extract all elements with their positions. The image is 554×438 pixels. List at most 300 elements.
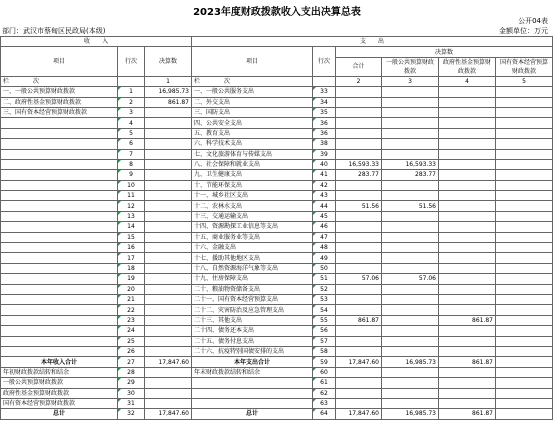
income-item [1,315,118,325]
expense-fund [439,139,496,149]
income-amount [145,222,192,232]
total-col-number: 2 [336,76,382,86]
expense-capital [496,159,553,169]
expense-general [382,211,439,221]
table-row [1,222,553,232]
expense-total [336,211,382,221]
expense-general [382,315,439,325]
income-amount-header: 决算数 [145,47,192,76]
expense-general [382,284,439,294]
expense-capital [496,232,553,242]
income-amount [145,211,192,221]
income-item [1,346,118,356]
income-amount: 16,985.73 [145,87,192,97]
expense-item: 十八、自然资源海洋气象等支出 [192,263,313,273]
expense-capital [496,284,553,294]
expense-capital [496,149,553,159]
expense-rowno: 59 [313,357,336,367]
expense-total [336,243,382,253]
expense-total [336,180,382,190]
expense-total: 51.56 [336,201,382,211]
income-amount [145,336,192,346]
income-item: 总计 [1,409,118,419]
expense-fund [439,191,496,201]
expense-capital [496,409,553,419]
expense-col-label: 栏 次 [192,76,313,86]
income-item: 三、国有资本经营预算财政拨款 [1,107,118,117]
income-amount [145,367,192,377]
sub2-col-number: 4 [439,76,496,86]
table-row [1,170,553,180]
table-row [1,294,553,304]
expense-fund [439,180,496,190]
expense-fund [439,294,496,304]
income-rowno: 32 [118,409,145,419]
income-item [1,326,118,336]
table-row [1,357,553,367]
expense-rowno: 60 [313,367,336,377]
income-amount [145,107,192,117]
income-item [1,294,118,304]
expense-item: 六、科学技术支出 [192,139,313,149]
income-item: 年初财政拨款结转和结余 [1,367,118,377]
expense-capital [496,378,553,388]
table-row [1,315,553,325]
income-item: 政府性基金预算财政拨款 [1,388,118,398]
expense-fund [439,274,496,284]
expense-fund [439,97,496,107]
expense-fund: 861.87 [439,315,496,325]
expense-total: 17,847.60 [336,357,382,367]
expense-general [382,367,439,377]
expense-total [336,367,382,377]
expense-capital [496,274,553,284]
expense-general [382,346,439,356]
income-amount [145,398,192,408]
income-amount [145,346,192,356]
expense-item: 本年支出合计 [192,357,313,367]
expense-general [382,87,439,97]
income-rowno: 1 [118,87,145,97]
income-rowno: 10 [118,180,145,190]
expense-capital [496,367,553,377]
expense-item: 二十四、债务还本支出 [192,326,313,336]
sub2-header: 政府性基金预算财政拨款 [439,57,496,76]
expense-rowno: 56 [313,326,336,336]
income-amount [145,284,192,294]
expense-rowno: 34 [313,97,336,107]
table-row [1,336,553,346]
expense-capital [496,305,553,315]
table-row [1,139,553,149]
expense-amount-header: 决算数 [336,47,553,57]
expense-fund [439,232,496,242]
income-rowno: 11 [118,191,145,201]
income-rowno: 28 [118,367,145,377]
expense-rowno: 35 [313,107,336,117]
income-rowno: 20 [118,284,145,294]
income-amount [145,170,192,180]
income-item: 国有资本经营预算财政拨款 [1,398,118,408]
income-amount [145,253,192,263]
expense-rowno: 36 [313,118,336,128]
expense-general [382,294,439,304]
expense-item: 二十一、国有资本经营预算支出 [192,294,313,304]
sub1-header: 一般公共预算财政拨款 [382,57,439,76]
expense-general [382,180,439,190]
expense-total [336,263,382,273]
income-amount [145,305,192,315]
income-item [1,263,118,273]
income-rowno: 25 [118,336,145,346]
income-item [1,139,118,149]
expense-item-header: 项目 [192,47,313,76]
report-title: 2023年度财政拨款收入支出决算总表 [193,7,361,18]
table-row [1,201,553,211]
income-rowno: 14 [118,222,145,232]
table-row [1,159,553,169]
expense-capital [496,201,553,211]
expense-general [382,222,439,232]
expense-rowno: 45 [313,211,336,221]
expense-capital [496,294,553,304]
income-rowno: 4 [118,118,145,128]
expense-total [336,87,382,97]
expense-header: 支 出 [192,37,553,47]
expense-capital [496,97,553,107]
expense-capital [496,170,553,180]
expense-item [192,398,313,408]
income-rowno: 21 [118,294,145,304]
income-rowno: 2 [118,97,145,107]
income-item [1,336,118,346]
table-row [1,97,553,107]
income-amount [145,128,192,138]
income-rowno: 23 [118,315,145,325]
expense-total [336,326,382,336]
income-amount [145,149,192,159]
expense-capital [496,263,553,273]
income-header: 收 入 [1,37,192,47]
expense-fund [439,367,496,377]
income-amount [145,315,192,325]
income-amount [145,191,192,201]
expense-fund [439,326,496,336]
expense-fund [439,118,496,128]
expense-general: 283.77 [382,170,439,180]
income-rowno: 12 [118,201,145,211]
expense-rowno: 62 [313,388,336,398]
table-row [1,149,553,159]
income-item [1,222,118,232]
expense-general [382,97,439,107]
expense-rowno: 64 [313,409,336,419]
table-row [1,118,553,128]
table-row [1,284,553,294]
expense-general [382,107,439,117]
expense-item: 二十三、其他支出 [192,315,313,325]
expense-item: 十四、资源勘探工业信息等支出 [192,222,313,232]
expense-general [382,243,439,253]
income-amount [145,180,192,190]
expense-item: 三、国防支出 [192,107,313,117]
expense-capital [496,107,553,117]
expense-general [382,191,439,201]
income-amount [145,388,192,398]
expense-fund [439,222,496,232]
income-item [1,180,118,190]
expense-capital [496,118,553,128]
expense-rowno: 61 [313,378,336,388]
expense-rowno: 58 [313,346,336,356]
sub3-header: 国有资本经营预算财政拨款 [496,57,553,76]
table-row [1,243,553,253]
expense-rowno: 44 [313,201,336,211]
expense-total [336,398,382,408]
header-row-2 [1,47,553,57]
table-row [1,409,553,419]
expense-item: 十三、交通运输支出 [192,211,313,221]
expense-item: 二、外交支出 [192,97,313,107]
expense-total [336,191,382,201]
expense-total [336,107,382,117]
income-rowno: 6 [118,139,145,149]
income-item: 一、一般公共预算财政拨款 [1,87,118,97]
expense-col-blank [313,76,336,86]
expense-capital [496,253,553,263]
expense-capital [496,222,553,232]
expense-rowno: 36 [313,128,336,138]
expense-fund [439,378,496,388]
expense-general [382,253,439,263]
expense-item: 二十六、抗疫特别国债安排的支出 [192,346,313,356]
income-rowno: 22 [118,305,145,315]
table-row [1,87,553,97]
sub1-col-number: 3 [382,76,439,86]
expense-fund [439,243,496,253]
expense-item: 二十五、债务付息支出 [192,336,313,346]
expense-total: 17,847.60 [336,409,382,419]
income-rowno: 5 [118,128,145,138]
form-number: 公开04表 [518,17,548,25]
expense-item: 十九、住房保障支出 [192,274,313,284]
income-amount [145,118,192,128]
income-rowno: 19 [118,274,145,284]
expense-general [382,388,439,398]
table-row [1,398,553,408]
expense-general: 57.06 [382,274,439,284]
expense-rowno: 39 [313,149,336,159]
income-rowno: 16 [118,243,145,253]
expense-total [336,388,382,398]
expense-general: 16,593.33 [382,159,439,169]
expense-rowno: 50 [313,263,336,273]
expense-fund [439,201,496,211]
expense-fund [439,336,496,346]
expense-general [382,398,439,408]
expense-item: 八、社会保障和就业支出 [192,159,313,169]
expense-item: 七、文化旅游体育与传媒支出 [192,149,313,159]
expense-capital [496,180,553,190]
expense-capital [496,336,553,346]
income-amount: 17,847.60 [145,357,192,367]
expense-total: 861.87 [336,315,382,325]
income-amount [145,232,192,242]
income-rowno: 7 [118,149,145,159]
income-amount [145,378,192,388]
income-item [1,211,118,221]
expense-total [336,128,382,138]
income-item [1,159,118,169]
expense-capital [496,191,553,201]
expense-rowno: 55 [313,315,336,325]
income-rowno-header: 行次 [118,47,145,76]
expense-rowno: 41 [313,170,336,180]
income-rowno: 3 [118,107,145,117]
income-item [1,284,118,294]
expense-item: 十一、城乡社区支出 [192,191,313,201]
table-row [1,388,553,398]
expense-fund [439,159,496,169]
expense-fund [439,107,496,117]
expense-general [382,232,439,242]
expense-general [382,118,439,128]
expense-fund [439,388,496,398]
income-rowno: 8 [118,159,145,169]
income-item [1,305,118,315]
income-amount: 861.87 [145,97,192,107]
expense-fund [439,149,496,159]
total-header: 合计 [336,57,382,76]
expense-total [336,149,382,159]
expense-item: 年末财政拨款结转和结余 [192,367,313,377]
unit-label: 金额单位：万元 [499,27,548,35]
expense-rowno: 57 [313,336,336,346]
expense-rowno: 53 [313,294,336,304]
expense-item [192,378,313,388]
income-amount [145,263,192,273]
income-amount [145,326,192,336]
expense-total [336,139,382,149]
income-rowno: 30 [118,388,145,398]
expense-item [192,388,313,398]
table-row [1,367,553,377]
expense-rowno: 47 [313,232,336,242]
expense-general [382,139,439,149]
expense-total: 16,593.33 [336,159,382,169]
income-rowno: 15 [118,232,145,242]
expense-total [336,222,382,232]
income-item [1,128,118,138]
table-row [1,180,553,190]
expense-item: 十七、援助其他地区支出 [192,253,313,263]
income-rowno: 9 [118,170,145,180]
expense-total [336,97,382,107]
expense-total [336,294,382,304]
expense-capital [496,346,553,356]
income-amount [145,201,192,211]
expense-capital [496,388,553,398]
income-item [1,149,118,159]
expense-rowno: 52 [313,284,336,294]
table-row [1,232,553,242]
table-row [1,346,553,356]
expense-general [382,149,439,159]
income-amount [145,294,192,304]
budget-table [0,36,553,420]
income-rowno: 26 [118,346,145,356]
expense-fund: 861.87 [439,357,496,367]
expense-general [382,128,439,138]
expense-fund [439,305,496,315]
income-rowno: 17 [118,253,145,263]
income-item [1,232,118,242]
expense-general [382,263,439,273]
expense-rowno: 33 [313,87,336,97]
sub3-col-number: 5 [496,76,553,86]
income-rowno: 18 [118,263,145,273]
expense-capital [496,315,553,325]
income-amount: 17,847.60 [145,409,192,419]
department-label: 部门：武汉市蔡甸区民政局(本级) [2,27,106,35]
expense-total [336,232,382,242]
expense-total: 57.06 [336,274,382,284]
expense-fund [439,211,496,221]
expense-rowno: 43 [313,191,336,201]
expense-capital [496,398,553,408]
income-item: 一般公共预算财政拨款 [1,378,118,388]
expense-total [336,346,382,356]
expense-item: 十二、农林水支出 [192,201,313,211]
expense-general [382,378,439,388]
expense-rowno: 46 [313,222,336,232]
table-row [1,378,553,388]
expense-general [382,326,439,336]
expense-capital [496,87,553,97]
income-item [1,118,118,128]
expense-capital [496,139,553,149]
expense-rowno-header: 行次 [313,47,336,76]
income-item [1,191,118,201]
expense-fund: 861.87 [439,409,496,419]
expense-rowno: 40 [313,159,336,169]
income-col-number: 1 [145,76,192,86]
expense-fund [439,128,496,138]
expense-total [336,336,382,346]
expense-capital [496,357,553,367]
income-item-header: 项目 [1,47,118,76]
header-row-1 [1,37,553,47]
expense-fund [439,263,496,273]
expense-item: 总计 [192,409,313,419]
expense-capital [496,211,553,221]
expense-capital [496,128,553,138]
table-row [1,107,553,117]
income-col-blank [118,76,145,86]
table-row [1,326,553,336]
income-amount [145,243,192,253]
income-item: 二、政府性基金预算财政拨款 [1,97,118,107]
expense-item: 十六、金融支出 [192,243,313,253]
expense-general [382,336,439,346]
expense-total: 283.77 [336,170,382,180]
expense-fund [439,398,496,408]
expense-fund [439,346,496,356]
expense-item: 一、一般公共服务支出 [192,87,313,97]
expense-rowno: 51 [313,274,336,284]
expense-total [336,378,382,388]
expense-rowno: 48 [313,243,336,253]
